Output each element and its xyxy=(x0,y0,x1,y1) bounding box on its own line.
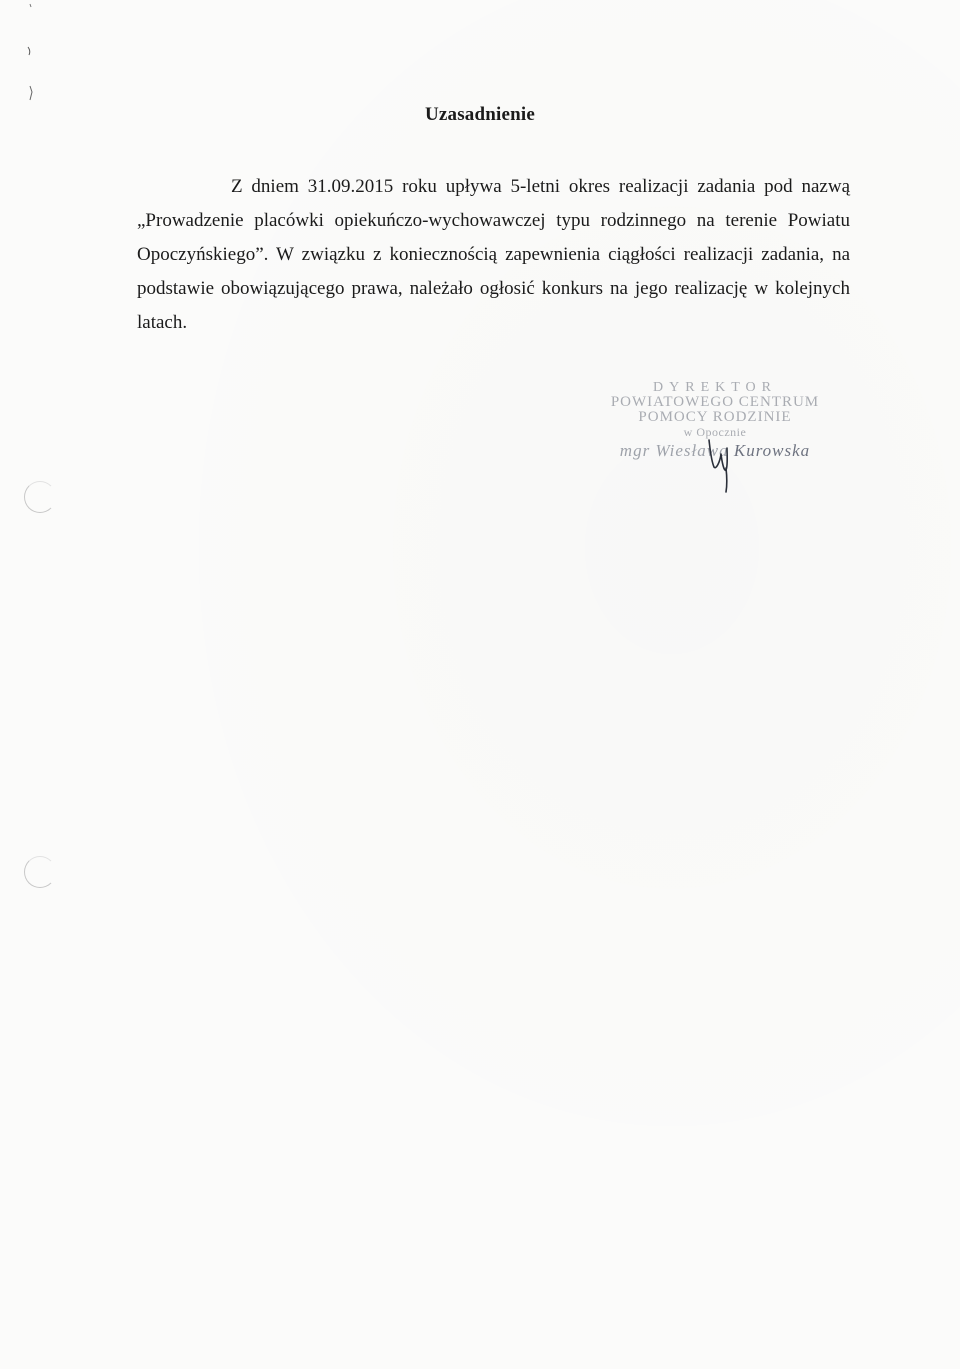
margin-scribble-icon xyxy=(20,0,40,110)
stamp-line-location: w Opocznie xyxy=(683,425,747,439)
punch-hole-icon xyxy=(24,481,56,513)
stamp-line-institution-2: POMOCY RODZINIE xyxy=(638,409,792,425)
stamp-name-prefix: mgr Wiesława xyxy=(619,441,729,460)
punch-hole-icon xyxy=(24,856,56,888)
stamp-line-institution: POWIATOWEGO CENTRUM xyxy=(610,394,820,410)
stamp-name-surname: Kurowska xyxy=(733,441,811,460)
document-title: Uzasadnienie xyxy=(424,104,536,125)
document-body: Z dniem 31.09.2015 roku upływa 5-letni okres realizacji zadania pod nazwą „Prowadzenie placówki opiekuńczo-wychowawczej typu rodzinnego na terenie Powiatu Opoczyńskiego”. W związku z koniecznością zapewnienia ciągłości realizacji zadania, na podstawie obowiązującego prawa, należało ogłosić konkurs na jego realizację w kolejnych latach. xyxy=(137,176,850,333)
handwritten-signature-icon xyxy=(700,432,740,494)
stamp-line-title: DYREKTOR xyxy=(653,380,777,395)
